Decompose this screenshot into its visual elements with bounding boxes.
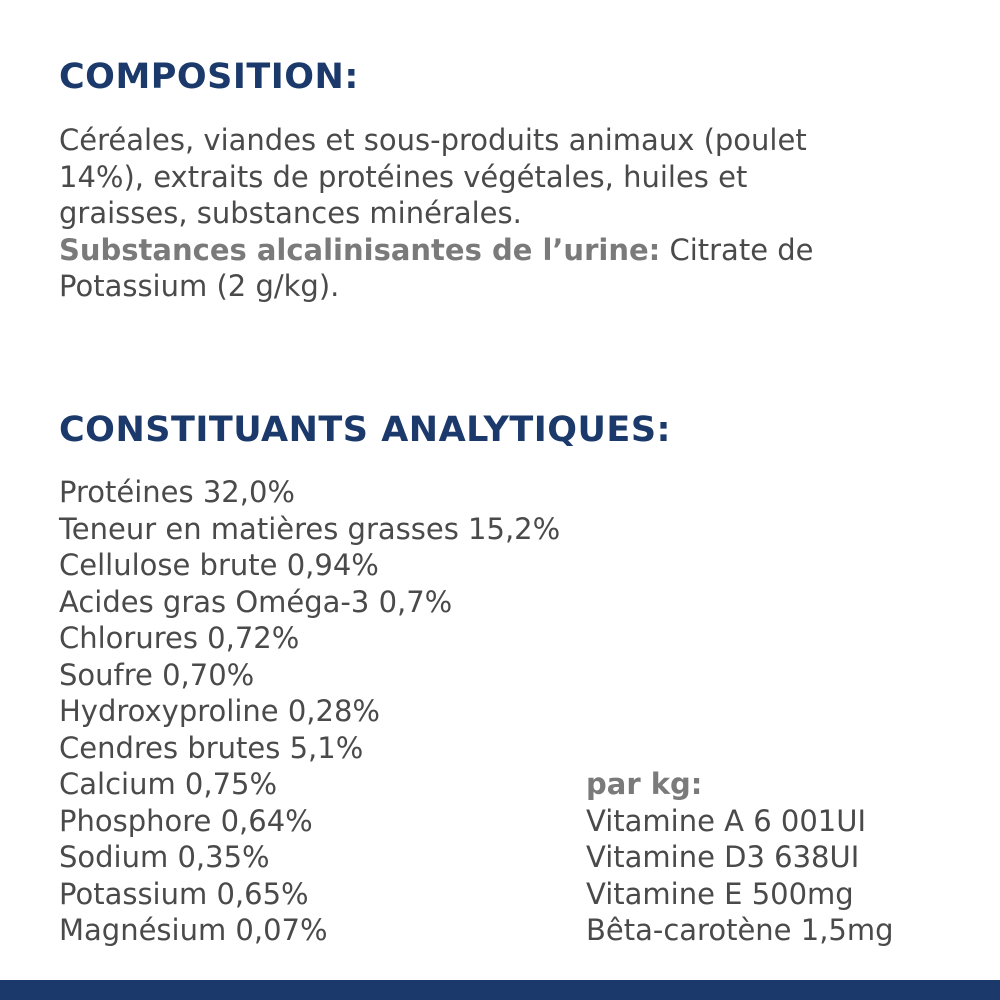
alkaline-substances-label: Substances alcalinisantes de l’urine:	[59, 232, 661, 267]
bottom-bar	[0, 980, 1000, 1000]
alkaline-substances-value: Citrate de Potassium (2 g/kg).	[59, 232, 814, 303]
constituent-item: Protéines 32,0%	[59, 475, 295, 509]
constituent-item: Teneur en matières grasses 15,2%	[59, 511, 561, 546]
vitamin-item: Vitamine E 500mg	[586, 876, 854, 911]
constituent-item: Chlorures 0,72%	[59, 621, 300, 655]
per-kg-label: par kg:	[586, 767, 703, 801]
constituent-item: Cellulose brute 0,94%	[59, 548, 379, 582]
constituent-item: Cendres brutes 5,1%	[59, 730, 364, 765]
composition-heading: COMPOSITION:	[59, 57, 359, 97]
constituents-list	[59, 474, 560, 949]
constituent-item: Hydroxyproline 0,28%	[59, 694, 380, 728]
composition-text	[59, 122, 859, 305]
constituent-item: Sodium 0,35%	[59, 840, 270, 874]
constituent-item: Magnésium 0,07%	[59, 913, 328, 947]
vitamin-item: Bêta-carotène 1,5mg	[586, 913, 894, 947]
constituent-item: Acides gras Oméga-3 0,7%	[59, 584, 453, 619]
constituent-item: Soufre 0,70%	[59, 657, 255, 692]
vitamin-item: Vitamine D3 638UI	[586, 840, 860, 874]
vitamin-item: Vitamine A 6 001UI	[586, 803, 867, 838]
composition-main-text: Céréales, viandes et sous-produits animaux (poulet 14%), extraits de protéines végétales, huiles et graisses, substances minérales.	[59, 123, 807, 230]
constituents-heading: CONSTITUANTS ANALYTIQUES:	[59, 410, 672, 450]
constituent-item: Calcium 0,75%	[59, 767, 278, 801]
per-kg-block	[586, 766, 894, 949]
constituent-item: Phosphore 0,64%	[59, 803, 313, 838]
constituent-item: Potassium 0,65%	[59, 876, 309, 911]
